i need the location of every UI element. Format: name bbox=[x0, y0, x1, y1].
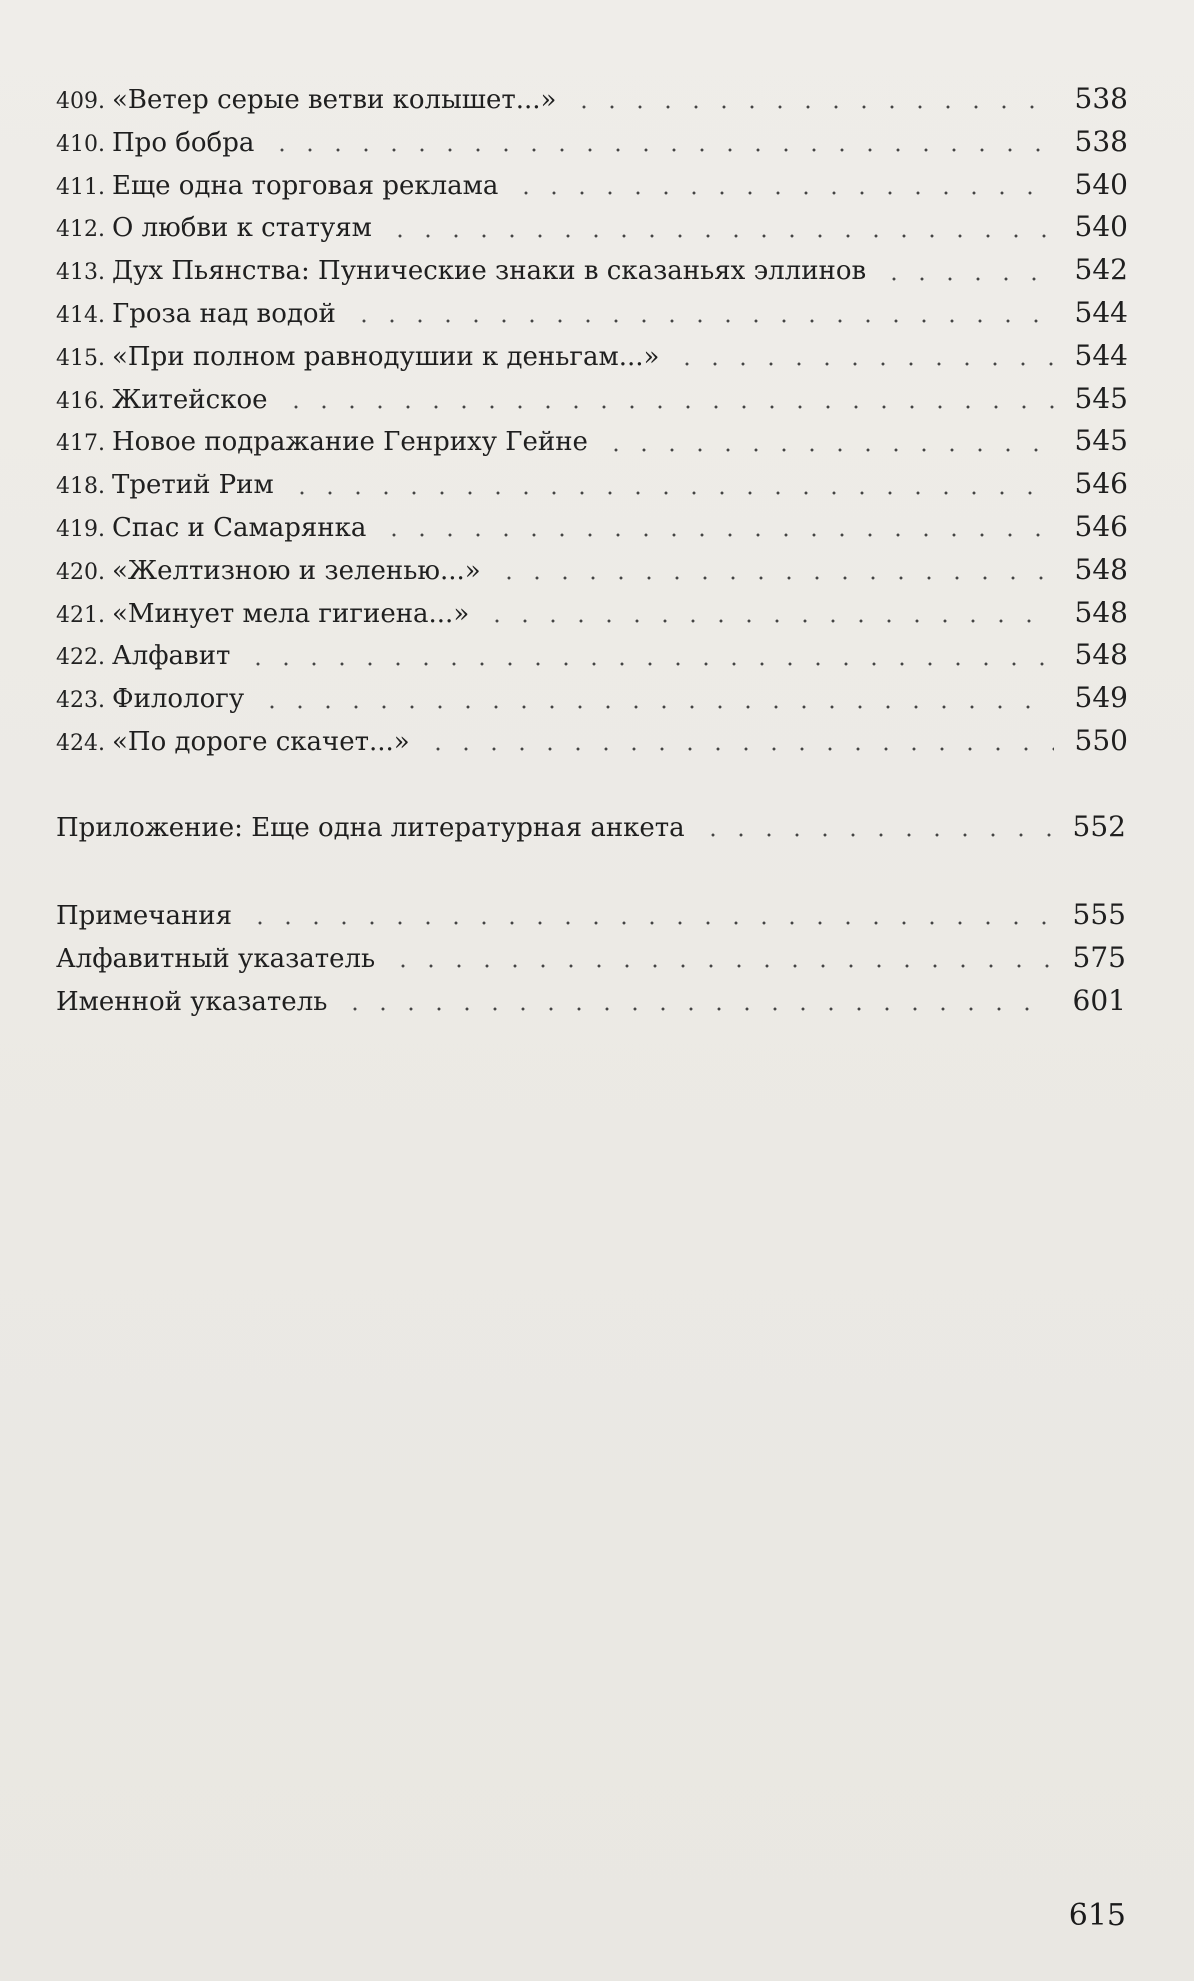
back-matter-page: 555 bbox=[1072, 898, 1126, 931]
entry-number: 415. bbox=[56, 345, 105, 371]
entry-title: Новое подражание Генриху Гейне bbox=[112, 427, 588, 458]
toc-entry bbox=[56, 677, 1128, 720]
toc-entry-appendix bbox=[54, 806, 1126, 849]
entry-page: 538 bbox=[1074, 82, 1128, 115]
dot-leader bbox=[495, 576, 1054, 580]
entry-title: О любви к статуям bbox=[112, 213, 372, 244]
toc-entry bbox=[56, 420, 1128, 463]
toc-entry bbox=[56, 164, 1128, 207]
entry-number: 422. bbox=[56, 645, 105, 671]
appendix-title: Приложение: Еще одна литературная анкета bbox=[56, 813, 685, 843]
entry-page: 542 bbox=[1074, 253, 1128, 287]
toc-entry bbox=[56, 549, 1128, 592]
entry-number: 410. bbox=[56, 131, 105, 157]
entry-page: 544 bbox=[1074, 338, 1128, 372]
toc-entry bbox=[56, 634, 1128, 677]
entry-title: Житейское bbox=[112, 384, 268, 415]
entry-title: Третий Рим bbox=[112, 470, 274, 501]
entry-title: «По дороге скачет...» bbox=[112, 726, 410, 757]
entry-page: 548 bbox=[1074, 595, 1128, 629]
toc-entry bbox=[56, 506, 1128, 549]
dot-leader bbox=[389, 964, 1052, 968]
entry-title: Гроза над водой bbox=[112, 298, 336, 329]
entry-page: 546 bbox=[1074, 509, 1128, 543]
appendix-section bbox=[54, 806, 1126, 849]
entry-number: 417. bbox=[56, 431, 105, 457]
entry-page: 548 bbox=[1074, 552, 1128, 586]
entry-number: 424. bbox=[56, 730, 105, 756]
dot-leader bbox=[341, 1007, 1052, 1011]
dot-leader bbox=[244, 662, 1054, 666]
entry-number: 413. bbox=[56, 260, 105, 286]
toc-entry bbox=[56, 463, 1128, 506]
dot-leader bbox=[673, 362, 1054, 366]
toc-entry-name-index bbox=[54, 980, 1126, 1023]
entry-title: Спас и Самарянка bbox=[112, 512, 367, 543]
back-matter-title: Именной указатель bbox=[56, 986, 328, 1017]
entry-number: 418. bbox=[56, 474, 105, 500]
entry-number: 414. bbox=[56, 302, 105, 328]
entry-title: «Желтизною и зеленью...» bbox=[112, 555, 481, 586]
dot-leader bbox=[424, 747, 1054, 751]
dot-leader bbox=[386, 234, 1054, 238]
toc-entry bbox=[56, 292, 1128, 335]
toc-entry bbox=[56, 206, 1128, 249]
toc-entry bbox=[56, 121, 1128, 164]
entry-number: 421. bbox=[56, 602, 105, 628]
entry-number: 411. bbox=[56, 174, 105, 200]
dot-leader bbox=[268, 148, 1054, 152]
entry-page: 550 bbox=[1074, 723, 1128, 757]
dot-leader bbox=[282, 405, 1055, 409]
toc-entry-alphabetical-index bbox=[54, 937, 1126, 980]
entry-number: 416. bbox=[56, 388, 105, 414]
entry-page: 549 bbox=[1074, 681, 1128, 715]
entry-title: «Ветер серые ветви колышет...» bbox=[112, 85, 557, 115]
entry-page: 545 bbox=[1074, 381, 1128, 415]
dot-leader bbox=[350, 319, 1054, 323]
dot-leader bbox=[258, 705, 1054, 709]
entry-page: 540 bbox=[1074, 167, 1128, 201]
appendix-page: 552 bbox=[1072, 810, 1126, 843]
dot-leader bbox=[246, 921, 1052, 925]
page-number: 615 bbox=[1068, 1898, 1126, 1933]
toc-entry bbox=[56, 335, 1128, 378]
entry-title: «Минует мела гигиена...» bbox=[112, 598, 470, 629]
entry-number: 419. bbox=[56, 516, 105, 542]
dot-leader bbox=[288, 491, 1054, 495]
entry-page: 548 bbox=[1074, 638, 1128, 672]
back-matter-page: 601 bbox=[1072, 983, 1126, 1017]
entry-title: Алфавит bbox=[112, 641, 231, 672]
toc-entry bbox=[56, 592, 1128, 635]
toc-entry bbox=[56, 78, 1128, 121]
dot-leader bbox=[483, 619, 1054, 623]
dot-leader bbox=[512, 191, 1054, 195]
toc-entry bbox=[56, 720, 1128, 763]
back-matter-section bbox=[54, 894, 1126, 1022]
entry-page: 545 bbox=[1074, 424, 1128, 458]
toc-entry-notes bbox=[54, 894, 1126, 937]
entry-title: Дух Пьянства: Пунические знаки в сказаньях эллинов bbox=[112, 256, 867, 287]
entry-title: Еще одна торговая реклама bbox=[112, 170, 499, 201]
entry-title: Филологу bbox=[112, 684, 245, 715]
entry-number: 412. bbox=[56, 217, 105, 243]
dot-leader bbox=[380, 533, 1054, 537]
entry-page: 546 bbox=[1074, 467, 1128, 501]
toc-entry bbox=[56, 249, 1128, 292]
back-matter-title: Алфавитный указатель bbox=[56, 943, 376, 974]
entry-page: 540 bbox=[1074, 210, 1128, 244]
dot-leader bbox=[699, 833, 1052, 837]
entry-title: Про бобра bbox=[112, 127, 255, 158]
back-matter-page: 575 bbox=[1072, 940, 1126, 974]
dot-leader bbox=[570, 105, 1054, 109]
entry-page: 544 bbox=[1074, 295, 1128, 329]
dot-leader bbox=[602, 448, 1054, 452]
entry-number: 423. bbox=[56, 688, 105, 714]
entry-title: «При полном равнодушии к деньгам...» bbox=[112, 341, 660, 372]
toc-entry bbox=[56, 378, 1128, 421]
dot-leader bbox=[880, 277, 1054, 281]
entry-number: 409. bbox=[56, 89, 105, 114]
entry-number: 420. bbox=[56, 559, 105, 585]
table-of-contents bbox=[56, 78, 1128, 763]
entry-page: 538 bbox=[1074, 124, 1128, 158]
back-matter-title: Примечания bbox=[56, 901, 233, 931]
